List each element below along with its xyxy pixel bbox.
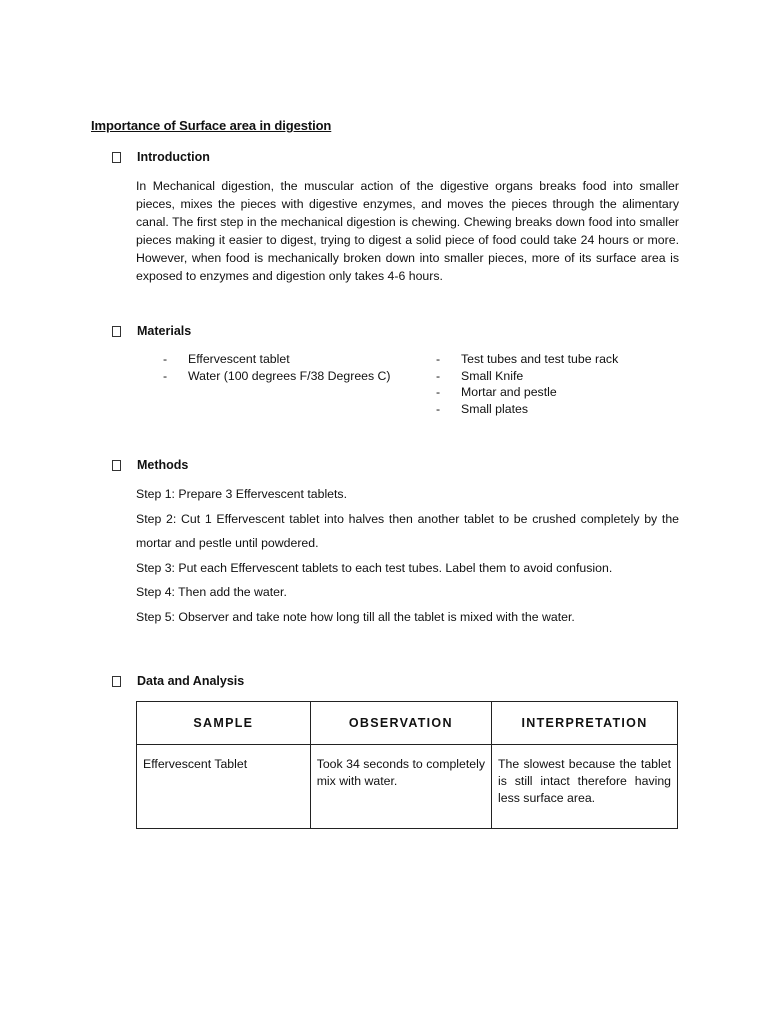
dash-marker: - (436, 368, 441, 383)
material-item: Test tubes and test tube rack (461, 352, 619, 366)
table-cell-sample: Effervescent Tablet (137, 745, 311, 829)
material-item: Small Knife (461, 368, 524, 383)
dash-marker: - (436, 385, 441, 399)
methods-heading-text: Methods (137, 458, 189, 472)
section-materials-heading (112, 324, 191, 338)
column-header-observation: OBSERVATION (310, 702, 491, 745)
bullet-square-icon (112, 676, 121, 687)
dash-marker: - (436, 352, 441, 366)
introduction-paragraph: In Mechanical digestion, the muscular action of the digestive organs breaks food into smaller pieces, mixes the pieces with digestive enzymes, and moves the pieces through the alimentary canal. The first step in the mechanical digestion is chewing. Chewing breaks down food into smaller pieces making it easier to digest, trying to digest a solid piece of food could take 24 hours or more. However, when food is mechanically broken down into smaller pieces, more of its surface area is exposed to enzymes and digestion only takes 4-6 hours. (136, 179, 679, 283)
dash-marker: - (436, 401, 441, 416)
method-step: Step 5: Observer and take note how long till all the tablet is mixed with the water. (136, 609, 575, 624)
list-item (436, 368, 618, 385)
section-data-analysis-heading (112, 674, 244, 688)
materials-list-left (163, 351, 391, 384)
material-item: Effervescent tablet (188, 352, 290, 366)
data-analysis-heading-text: Data and Analysis (137, 674, 245, 688)
bullet-square-icon (112, 326, 121, 337)
list-item (436, 401, 618, 418)
dash-marker: - (163, 352, 168, 366)
list-item (163, 368, 391, 385)
method-step: Step 2: Cut 1 Effervescent tablet into halves then another tablet to be crushed completely by the mortar and pestle until powdered. (136, 511, 679, 550)
section-introduction-heading (112, 150, 210, 164)
table-cell-interpretation: The slowest because the tablet is still intact therefore having less surface area. (492, 745, 678, 829)
method-step: Step 1: Prepare 3 Effervescent tablets. (136, 487, 347, 501)
section-methods-heading (112, 458, 188, 472)
method-step: Step 3: Put each Effervescent tablets to each test tubes. Label them to avoid confusion. (136, 560, 613, 575)
methods-steps (136, 482, 679, 629)
material-item: Small plates (461, 401, 528, 416)
column-header-interpretation: INTERPRETATION (492, 702, 678, 745)
table-row (137, 745, 678, 829)
materials-heading-text: Materials (137, 324, 192, 338)
materials-list-right (436, 351, 618, 417)
introduction-heading-text: Introduction (137, 150, 210, 164)
document-title: Importance of Surface area in digestion (91, 118, 332, 133)
data-table (136, 701, 678, 829)
list-item (436, 384, 618, 401)
table-header-row (137, 702, 678, 745)
bullet-square-icon (112, 152, 121, 163)
method-step: Step 4: Then add the water. (136, 585, 287, 599)
list-item (436, 351, 618, 368)
dash-marker: - (163, 368, 168, 383)
list-item (163, 351, 391, 368)
column-header-sample: SAMPLE (137, 702, 311, 745)
material-item: Mortar and pestle (461, 385, 557, 399)
bullet-square-icon (112, 460, 121, 471)
table-cell-observation: Took 34 seconds to completely mix with water. (310, 745, 491, 829)
material-item: Water (100 degrees F/38 Degrees C) (188, 368, 391, 383)
